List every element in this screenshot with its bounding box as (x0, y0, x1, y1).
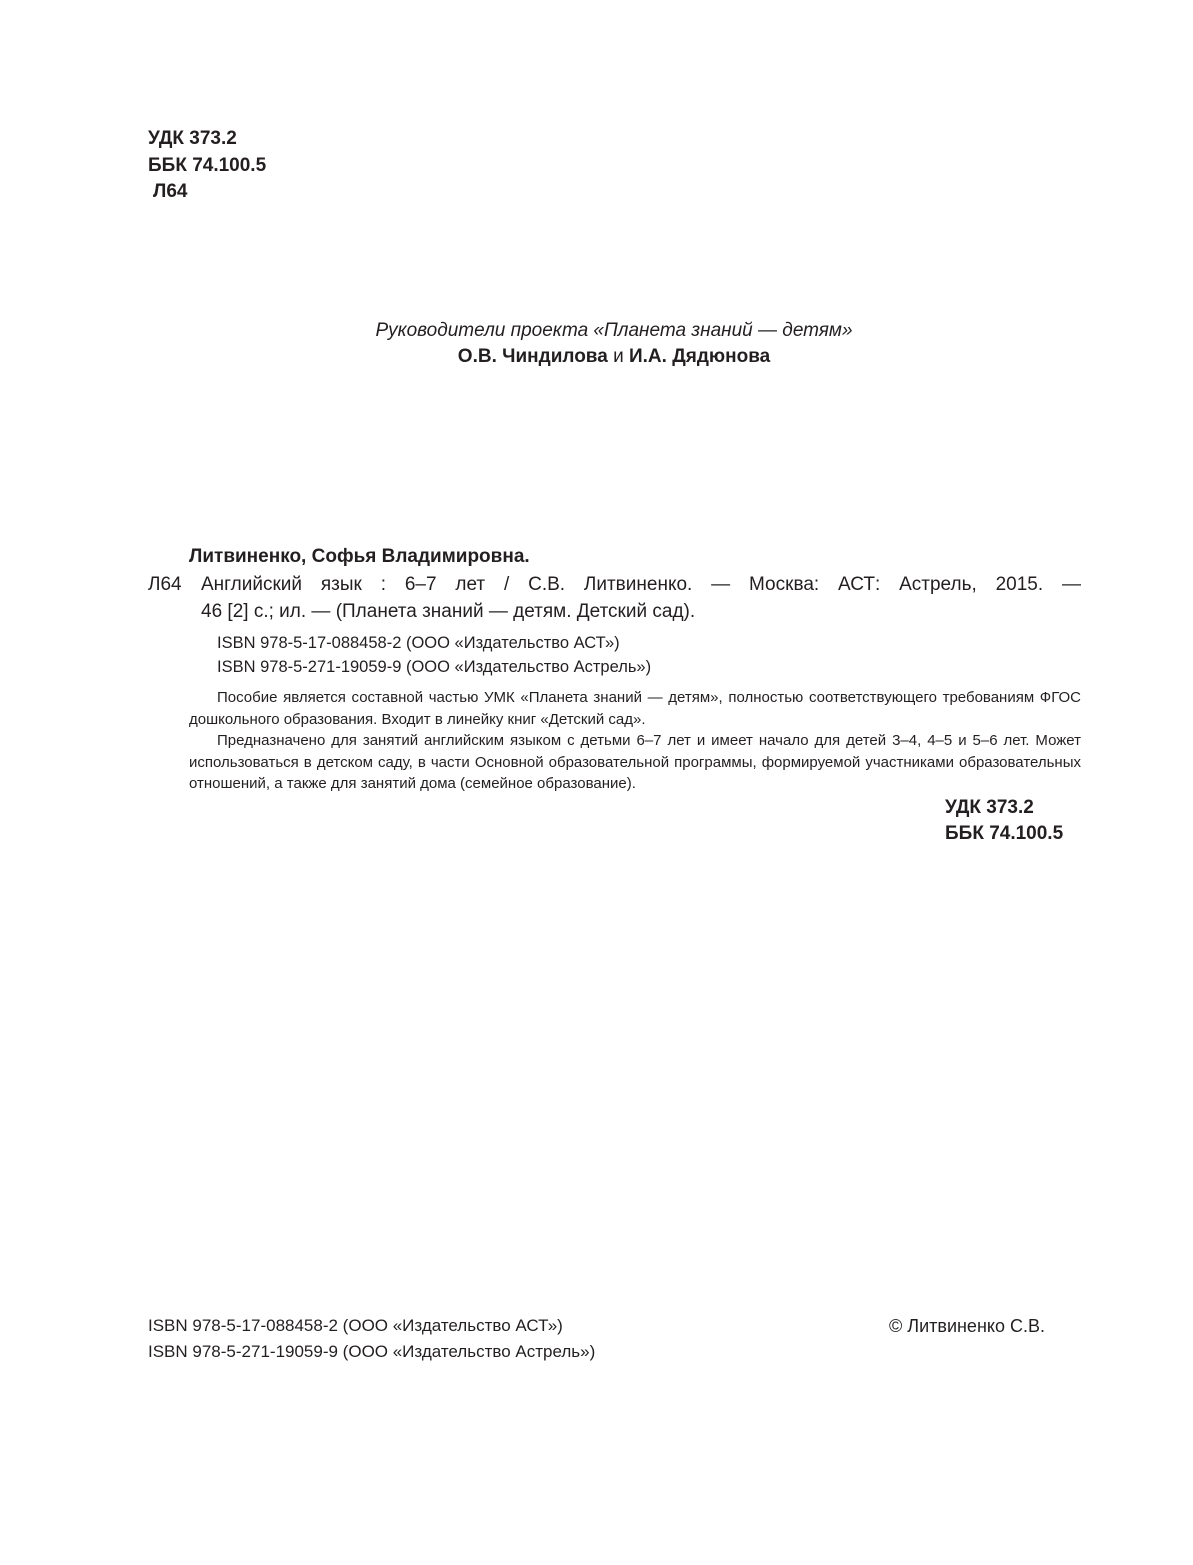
leader-name: О.В. Чиндилова (457, 346, 608, 367)
project-leaders-caption: Руководители проекта «Планета знаний — детям» (375, 320, 853, 341)
udk-code: УДК 373.2 (148, 128, 237, 149)
author-heading: Литвиненко, Софья Владимировна. (189, 546, 530, 567)
annotation-paragraph: Предназначено для занятий английским языком с детьми 6–7 лет и имеет начало для детей 3–4, 4–5 и 5–6 лет. Может использоваться в детском саду, в части Основной образовательной программы, формируемой участниками образовательных отношений, а также для занятий дома (семейное образование). (189, 732, 1081, 793)
isbn-item: ISBN 978-5-271-19059-9 (ООО «Издательство Астрель») (148, 1342, 596, 1361)
bibliographic-line: 46 [2] с.; ил. — (Планета знаний — детям. Детский сад). (201, 601, 696, 622)
bbk-code: ББК 74.100.5 (945, 823, 1064, 844)
copyright-notice: © Литвиненко С.В. (889, 1316, 1045, 1336)
author-mark: Л64 (153, 181, 188, 202)
bibliographic-description (201, 571, 1081, 625)
isbn-item: ISBN 978-5-17-088458-2 (ООО «Издательство АСТ») (148, 1316, 563, 1335)
footer-isbn-list (148, 1313, 595, 1365)
bbk-code: ББК 74.100.5 (148, 154, 267, 176)
leader-name: И.А. Дядюнова (628, 346, 771, 367)
project-leaders-names (0, 344, 1193, 370)
isbn-item: ISBN 978-5-17-088458-2 (ООО «Издательство АСТ») (217, 634, 620, 652)
udk-code: УДК 373.2 (945, 797, 1034, 818)
annotation (189, 687, 1081, 795)
conjunction: и (607, 346, 629, 367)
classification-codes-top (148, 126, 266, 206)
project-leaders (0, 318, 1193, 370)
annotation-paragraph: Пособие является составной частью УМК «Планета знаний — детям», полностью соответствующего требованиям ФГОС дошкольного образования. Входит в линейку книг «Детский сад». (189, 689, 1081, 728)
isbn-item: ISBN 978-5-271-19059-9 (ООО «Издательство Астрель») (217, 658, 652, 676)
bibliographic-line: Английский язык : 6–7 лет / С.В. Литвиненко. — Москва: АСТ: Астрель, 2015. — (201, 574, 1081, 595)
entry-author-mark: Л64 (148, 574, 182, 595)
isbn-list (217, 631, 651, 679)
classification-codes-bottom (945, 795, 1063, 847)
